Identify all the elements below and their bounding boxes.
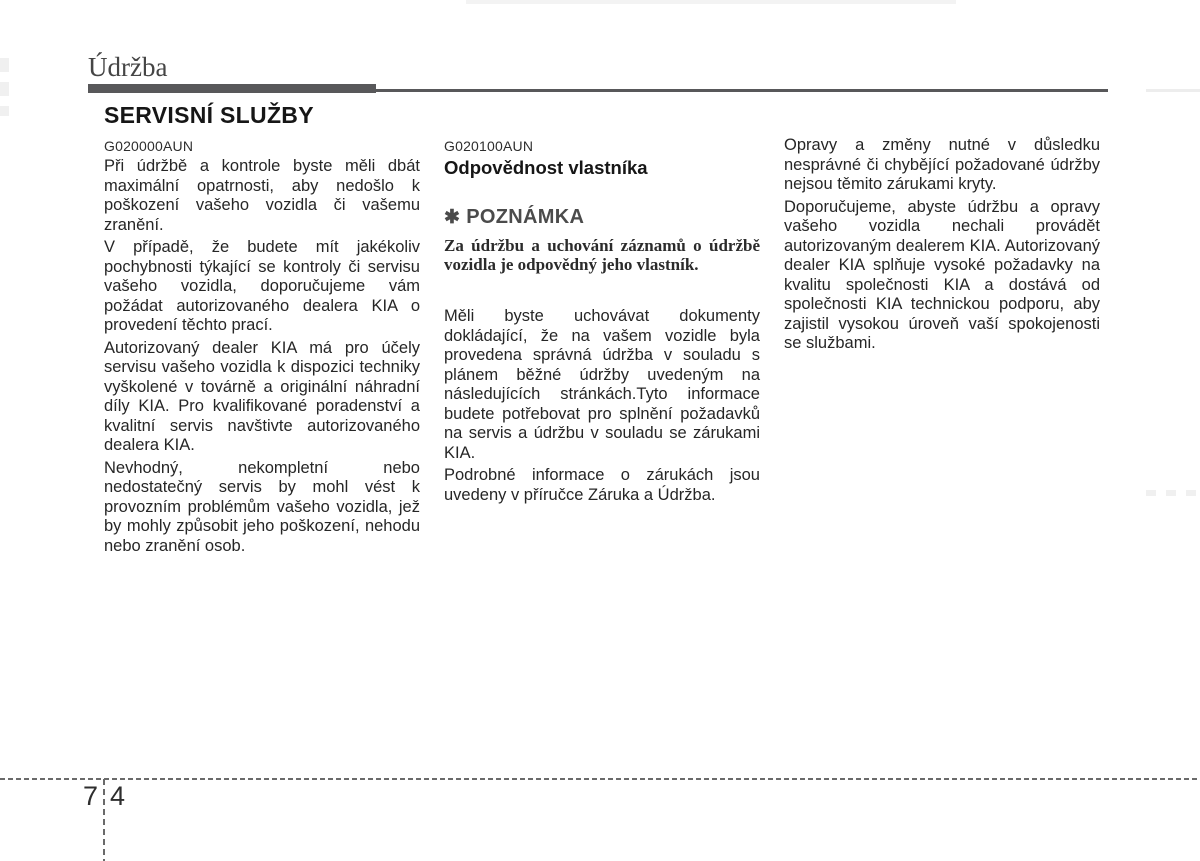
- paragraph: Nevhodný, nekompletní nebo nedostatečný servis by mohl vést k provozním problémům vašeho vozidla, jež by mohly způsobit jeho poškození, nehodu nebo zranění osob.: [104, 458, 420, 555]
- header-rule-faint: [1146, 89, 1200, 92]
- top-crop-mark: [466, 0, 956, 4]
- bottom-crop-line-vertical: [103, 779, 105, 861]
- paragraph: V případě, že budete mít jakékoliv pochybnosti týkající se kontroly či servisu vašeho vozidla, doporučujeme vám požádat autorizovaného dealera KIA o provedení těchto prací.: [104, 238, 420, 334]
- page-number-chapter: 7: [82, 781, 98, 811]
- subsection-heading: Odpovědnost vlastníka: [444, 157, 648, 178]
- page-number-page: 4: [110, 781, 126, 811]
- paragraph: Opravy a změny nutné v důsledku nesprávné či chybějící požadované údržby nejsou těmito zárukami kryty.: [784, 136, 1100, 193]
- paragraph: Doporučujeme, abyste údržbu a opravy vašeho vozidla nechali provádět autorizovaným dealerem KIA. Autorizovaný dealer KIA splňuje vysoké požadavky na kvalitu společnosti KIA a dostává od společnosti KIA technickou podporu, aby zajistil vysokou úroveň vaší spokojenosti se službami.: [784, 197, 1100, 352]
- bottom-crop-line: [0, 778, 1200, 780]
- section-title: SERVISNÍ SLUŽBY: [104, 102, 314, 128]
- asterisk-icon: ✱: [444, 207, 461, 228]
- header-accent-bar: [88, 84, 376, 93]
- note-heading: [444, 206, 760, 229]
- section-code: G020000AUN: [104, 138, 194, 154]
- left-crop-mark: [0, 58, 9, 116]
- column-2: [444, 136, 760, 559]
- note-text: Za údržbu a uchování záznamů o údržbě vozidla je odpovědný jeho vlastník.: [444, 236, 760, 274]
- chapter-title: Údržba: [88, 52, 168, 82]
- body-columns: [104, 136, 1100, 559]
- paragraph: Autorizovaný dealer KIA má pro účely servisu vašeho vozidla k dispozici techniky vyškolené v továrně a originální náhradní díly KIA. Pro kvalifikované poradenství a kvalitní servis navštivte autorizovaného dealera KIA.: [104, 338, 420, 454]
- column-3: [784, 136, 1100, 559]
- right-crop-mark: [1146, 490, 1200, 496]
- paragraph: Při údržbě a kontrole byste měli dbát maximální opatrnosti, aby nedošlo k poškození vašeho vozidla či vašemu zranění.: [104, 157, 420, 234]
- column-1: [104, 136, 420, 559]
- section-code: G020100AUN: [444, 138, 534, 154]
- paragraph: Podrobné informace o zárukách jsou uvedeny v příručce Záruka a Údržba.: [444, 466, 760, 504]
- header-rule: [376, 89, 1108, 92]
- note-heading-label: POZNÁMKA: [466, 206, 585, 228]
- paragraph: Měli byste uchovávat dokumenty dokládající, že na vašem vozidle byla provedena správná údržba v souladu s plánem běžné údržby uvedeným na následujících stránkách.Tyto informace budete potřebovat pro splnění požadavků na servis a údržbu v souladu se zárukami KIA.: [444, 307, 760, 462]
